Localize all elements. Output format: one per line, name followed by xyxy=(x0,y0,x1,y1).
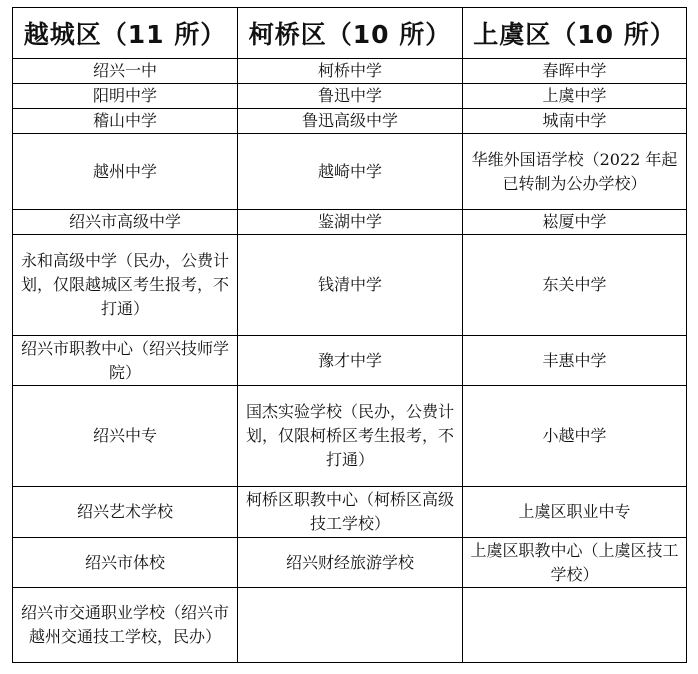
table-cell: 绍兴市交通职业学校（绍兴市越州交通技工学校，民办） xyxy=(13,588,238,663)
table-cell: 柯桥中学 xyxy=(238,59,463,84)
table-row xyxy=(13,386,687,487)
table-cell: 柯桥区职教中心（柯桥区高级技工学校） xyxy=(238,487,463,538)
header-row xyxy=(13,8,687,59)
table-cell: 绍兴中专 xyxy=(13,386,238,487)
header-shangyu: 上虞区（10 所） xyxy=(463,8,687,59)
table-row xyxy=(13,235,687,336)
table-cell: 华维外国语学校（2022 年起已转制为公办学校） xyxy=(463,134,687,210)
table-cell: 钱清中学 xyxy=(238,235,463,336)
table-cell: 小越中学 xyxy=(463,386,687,487)
table-cell: 绍兴市高级中学 xyxy=(13,210,238,235)
table-cell: 国杰实验学校（民办，公费计划，仅限柯桥区考生报考，不打通） xyxy=(238,386,463,487)
table-cell: 绍兴艺术学校 xyxy=(13,487,238,538)
table-cell xyxy=(463,588,687,663)
table-cell: 崧厦中学 xyxy=(463,210,687,235)
schools-table-container xyxy=(12,7,687,663)
table-row xyxy=(13,84,687,109)
table-row xyxy=(13,134,687,210)
table-cell: 稽山中学 xyxy=(13,109,238,134)
table-cell: 永和高级中学（民办，公费计划，仅限越城区考生报考，不打通） xyxy=(13,235,238,336)
table-cell: 丰惠中学 xyxy=(463,336,687,386)
table-row xyxy=(13,336,687,386)
table-cell: 上虞中学 xyxy=(463,84,687,109)
table-cell: 越崎中学 xyxy=(238,134,463,210)
table-cell: 阳明中学 xyxy=(13,84,238,109)
table-row xyxy=(13,59,687,84)
table-cell: 鉴湖中学 xyxy=(238,210,463,235)
table-cell: 鲁迅高级中学 xyxy=(238,109,463,134)
table-cell: 绍兴财经旅游学校 xyxy=(238,538,463,588)
table-cell: 豫才中学 xyxy=(238,336,463,386)
table-cell: 鲁迅中学 xyxy=(238,84,463,109)
header-keqiao: 柯桥区（10 所） xyxy=(238,8,463,59)
table-cell: 绍兴一中 xyxy=(13,59,238,84)
schools-table xyxy=(12,7,687,663)
table-cell xyxy=(238,588,463,663)
table-cell: 上虞区职教中心（上虞区技工学校） xyxy=(463,538,687,588)
table-cell: 城南中学 xyxy=(463,109,687,134)
table-row xyxy=(13,210,687,235)
table-row xyxy=(13,109,687,134)
table-cell: 绍兴市体校 xyxy=(13,538,238,588)
table-cell: 绍兴市职教中心（绍兴技师学院） xyxy=(13,336,238,386)
table-cell: 上虞区职业中专 xyxy=(463,487,687,538)
table-row xyxy=(13,487,687,538)
header-yuecheng: 越城区（11 所） xyxy=(13,8,238,59)
table-row xyxy=(13,588,687,663)
table-row xyxy=(13,538,687,588)
table-cell: 春晖中学 xyxy=(463,59,687,84)
table-cell: 越州中学 xyxy=(13,134,238,210)
table-cell: 东关中学 xyxy=(463,235,687,336)
